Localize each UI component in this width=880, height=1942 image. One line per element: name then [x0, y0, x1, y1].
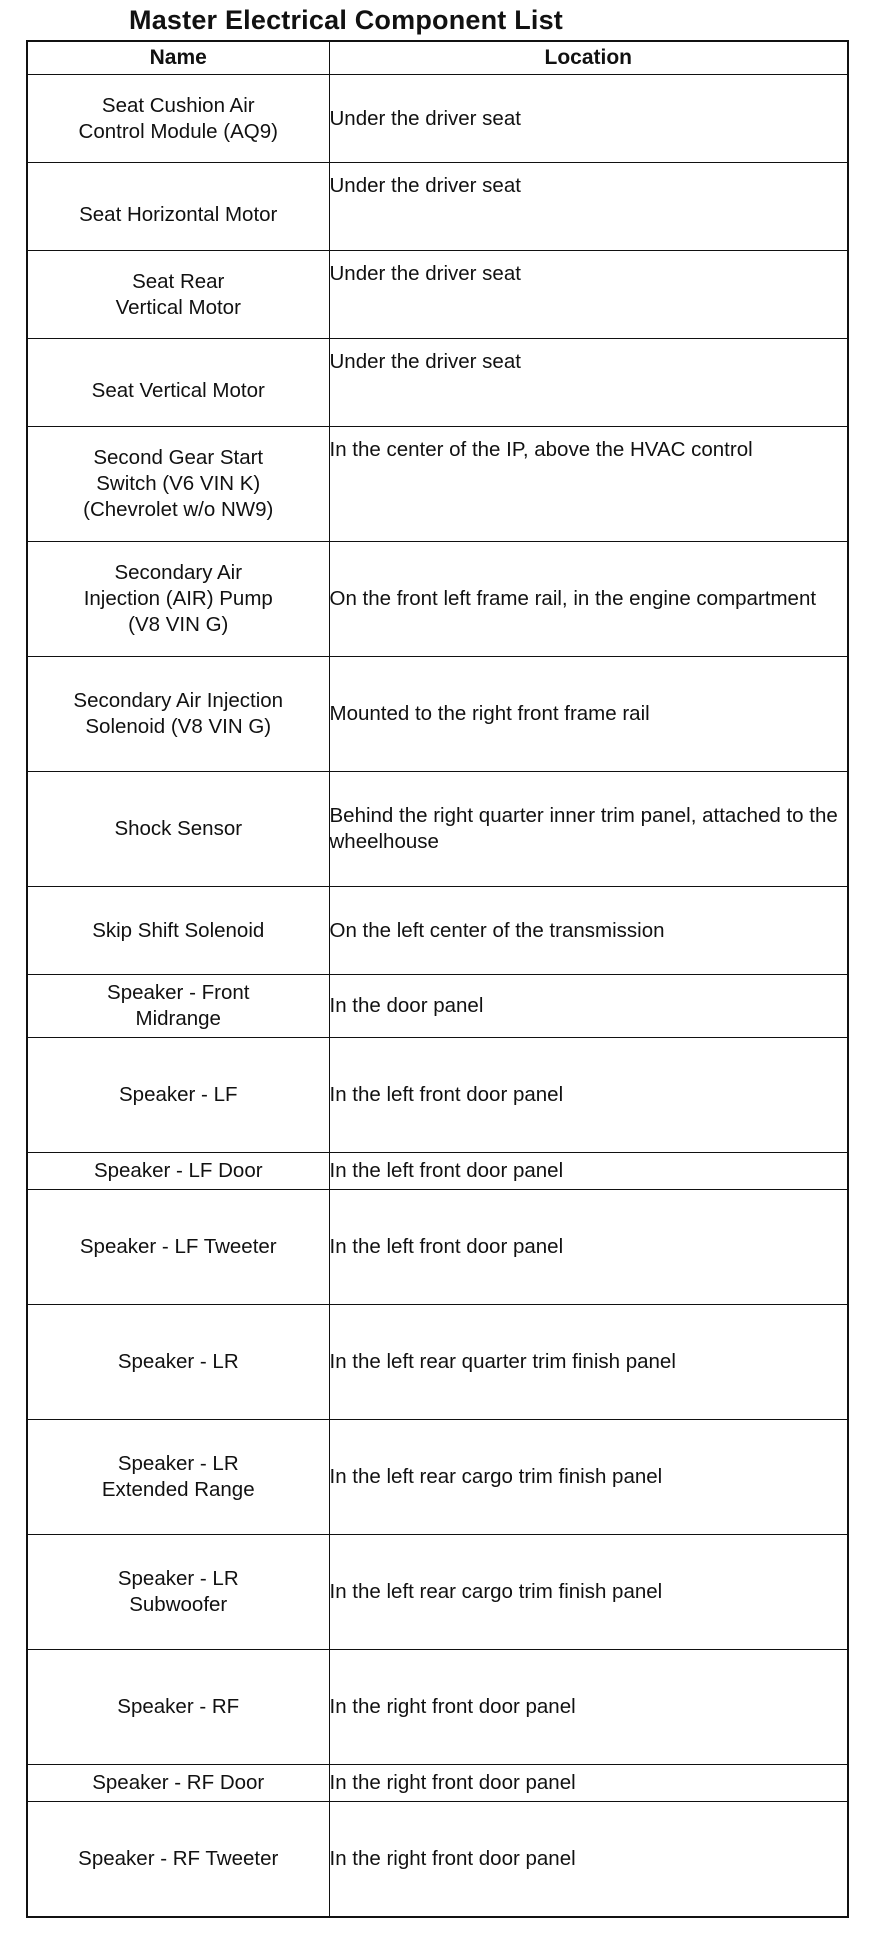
component-location: In the left front door panel — [329, 1190, 848, 1305]
component-location: In the left rear cargo trim finish panel — [329, 1535, 848, 1650]
table-row — [27, 1190, 848, 1305]
component-name: Skip Shift Solenoid — [92, 918, 265, 942]
component-location: Under the driver seat — [329, 251, 848, 339]
table-row — [27, 251, 848, 339]
component-location: In the left rear quarter trim finish panel — [329, 1305, 848, 1420]
component-location: Behind the right quarter inner trim panel, attached to the wheelhouse — [329, 772, 848, 887]
location-column-header: Location — [329, 41, 848, 75]
component-location: In the left rear cargo trim finish panel — [329, 1420, 848, 1535]
component-name: Shock Sensor — [114, 817, 243, 840]
table-row — [27, 1535, 848, 1650]
component-name: Secondary Air Injection Solenoid (V8 VIN G) — [73, 689, 284, 738]
component-location: In the right front door panel — [329, 1802, 848, 1917]
component-location: Under the driver seat — [329, 339, 848, 427]
component-name: Speaker - LR Extended Range — [101, 1452, 255, 1501]
component-name: Speaker - LR — [117, 1350, 239, 1373]
component-name: Secondary Air Injection (AIR) Pump (V8 VIN G) — [83, 561, 273, 636]
component-name: Seat Cushion Air Control Module (AQ9) — [78, 93, 278, 143]
table-row — [27, 1038, 848, 1153]
component-name: Seat Rear Vertical Motor — [115, 269, 241, 319]
component-name: Second Gear Start Switch (V6 VIN K) (Chevrolet w/o NW9) — [83, 446, 274, 521]
component-location: In the right front door panel — [329, 1650, 848, 1765]
component-name: Speaker - LF Tweeter — [79, 1235, 277, 1258]
table-row — [27, 427, 848, 542]
component-location: In the left front door panel — [329, 1153, 848, 1190]
component-location: Mounted to the right front frame rail — [329, 657, 848, 772]
component-location: On the front left frame rail, in the engine compartment — [329, 542, 848, 657]
table-row — [27, 1650, 848, 1765]
component-name: Seat Vertical Motor — [91, 379, 265, 402]
table-row — [27, 1153, 848, 1190]
table-header-row — [27, 41, 848, 75]
component-name: Speaker - RF — [117, 1695, 240, 1718]
component-location: Under the driver seat — [329, 75, 848, 163]
table-row — [27, 542, 848, 657]
component-name: Speaker - RF Door — [92, 1771, 265, 1794]
component-location: On the left center of the transmission — [329, 887, 848, 975]
component-location: Under the driver seat — [329, 163, 848, 251]
component-name: Speaker - LR Subwoofer — [117, 1567, 239, 1616]
component-name: Seat Horizontal Motor — [79, 203, 278, 226]
table-row — [27, 1765, 848, 1802]
page-title: Master Electrical Component List — [129, 5, 563, 35]
component-name: Speaker - Front Midrange — [107, 981, 250, 1030]
component-name: Speaker - RF Tweeter — [78, 1846, 279, 1870]
component-location: In the door panel — [329, 975, 848, 1038]
name-column-header: Name — [27, 41, 329, 75]
component-location: In the center of the IP, above the HVAC control — [329, 427, 848, 542]
component-name: Speaker - LF Door — [93, 1159, 263, 1182]
component-table — [26, 40, 849, 1918]
component-location: In the left front door panel — [329, 1038, 848, 1153]
table-row — [27, 975, 848, 1038]
table-row — [27, 657, 848, 772]
component-location: In the right front door panel — [329, 1765, 848, 1802]
table-row — [27, 1802, 848, 1917]
table-row — [27, 772, 848, 887]
table-row — [27, 1305, 848, 1420]
table-row — [27, 339, 848, 427]
component-name: Speaker - LF — [119, 1083, 238, 1106]
table-row — [27, 163, 848, 251]
table-row — [27, 1420, 848, 1535]
table-row — [27, 887, 848, 975]
table-row — [27, 75, 848, 163]
